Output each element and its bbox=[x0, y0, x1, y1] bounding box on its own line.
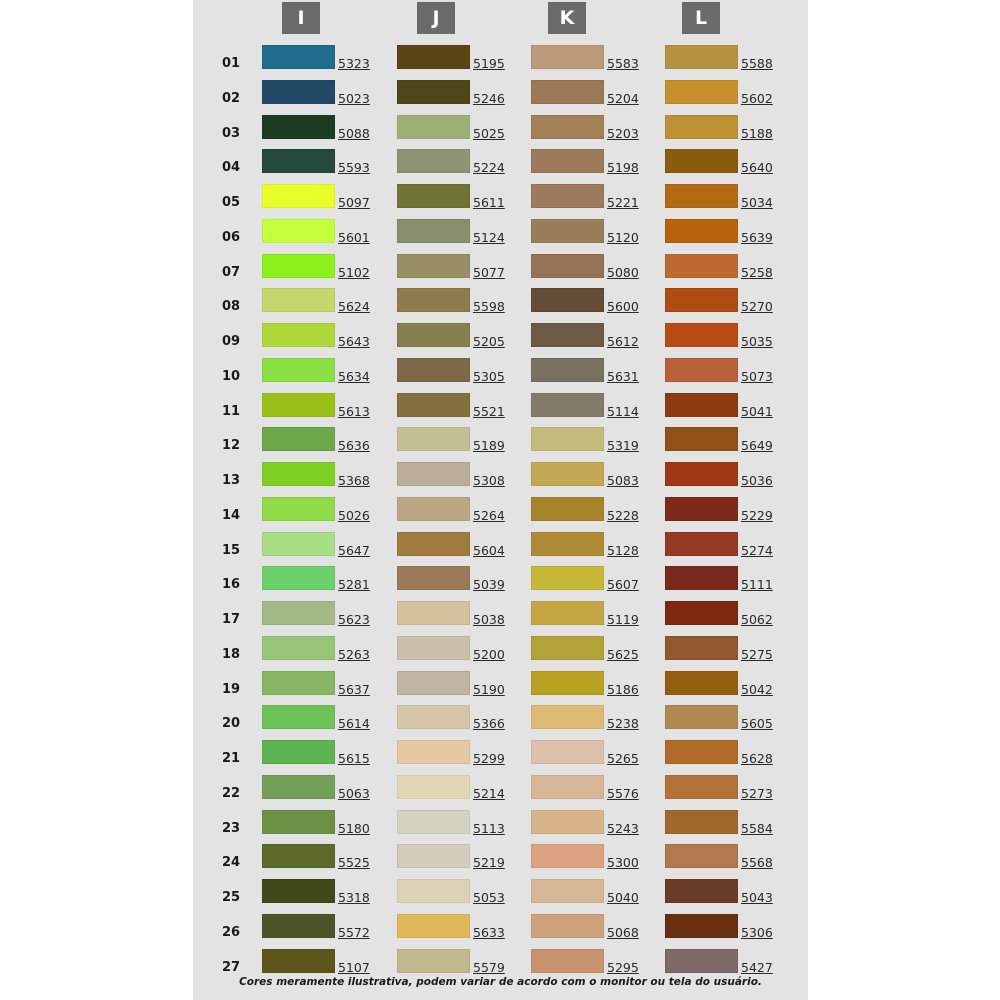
color-swatch[interactable] bbox=[531, 566, 604, 590]
color-code-link[interactable]: 5639 bbox=[741, 229, 773, 245]
color-swatch[interactable] bbox=[262, 393, 335, 417]
color-code-link[interactable]: 5034 bbox=[741, 195, 773, 210]
color-code-link[interactable]: 5636 bbox=[338, 438, 370, 454]
color-code-link[interactable]: 5053 bbox=[473, 890, 505, 905]
color-swatch[interactable] bbox=[262, 879, 335, 903]
color-code-link[interactable]: 5605 bbox=[741, 716, 773, 732]
color-swatch[interactable] bbox=[531, 358, 604, 382]
color-code-link[interactable]: 5200 bbox=[473, 646, 505, 662]
color-swatch[interactable] bbox=[397, 462, 470, 486]
color-code-link[interactable]: 5323 bbox=[338, 56, 370, 71]
color-code-link[interactable]: 5077 bbox=[473, 264, 505, 280]
row-number: 06 bbox=[222, 229, 241, 245]
color-swatch[interactable] bbox=[665, 184, 738, 208]
color-code-link[interactable]: 5319 bbox=[607, 438, 639, 454]
color-swatch[interactable] bbox=[531, 844, 604, 868]
color-swatch[interactable] bbox=[397, 288, 470, 312]
color-swatch[interactable] bbox=[397, 775, 470, 799]
color-swatch[interactable] bbox=[531, 254, 604, 278]
color-code-link[interactable]: 5214 bbox=[473, 785, 505, 801]
color-code-link[interactable]: 5598 bbox=[473, 299, 505, 315]
color-code-link[interactable]: 5224 bbox=[473, 160, 505, 176]
color-swatch[interactable] bbox=[397, 949, 470, 973]
color-swatch[interactable] bbox=[397, 636, 470, 660]
color-swatch[interactable] bbox=[531, 636, 604, 660]
color-code-link[interactable]: 5588 bbox=[741, 56, 773, 71]
color-swatch[interactable] bbox=[262, 45, 335, 69]
color-swatch[interactable] bbox=[531, 288, 604, 312]
color-swatch[interactable] bbox=[665, 45, 738, 69]
color-code-link[interactable]: 5601 bbox=[338, 229, 370, 245]
color-code-link[interactable]: 5228 bbox=[607, 507, 639, 523]
disclaimer-footnote: Cores meramente ilustrativa, podem variar de acordo com o monitor ou tela do usuário. bbox=[239, 976, 762, 988]
color-swatch[interactable] bbox=[262, 219, 335, 243]
color-code-link[interactable]: 5107 bbox=[338, 959, 370, 975]
color-swatch[interactable] bbox=[262, 323, 335, 347]
color-swatch[interactable] bbox=[397, 149, 470, 173]
color-code-link[interactable]: 5625 bbox=[607, 646, 639, 662]
color-swatch[interactable] bbox=[397, 740, 470, 764]
color-code-link[interactable]: 5246 bbox=[473, 90, 505, 106]
color-code-link[interactable]: 5025 bbox=[473, 125, 505, 141]
color-code-link[interactable]: 5640 bbox=[741, 160, 773, 176]
color-code-link[interactable]: 5579 bbox=[473, 959, 505, 975]
color-code-link[interactable]: 5062 bbox=[741, 612, 773, 627]
color-swatch[interactable] bbox=[665, 254, 738, 278]
color-code-link[interactable]: 5128 bbox=[607, 542, 639, 558]
color-code-link[interactable]: 5593 bbox=[338, 160, 370, 176]
color-code-link[interactable]: 5026 bbox=[338, 507, 370, 523]
color-swatch[interactable] bbox=[665, 497, 738, 521]
color-code-link[interactable]: 5584 bbox=[741, 820, 773, 836]
row-number: 12 bbox=[222, 438, 241, 454]
color-code-link[interactable]: 5427 bbox=[741, 959, 773, 975]
color-code-link[interactable]: 5643 bbox=[338, 334, 370, 349]
color-swatch[interactable] bbox=[665, 914, 738, 938]
color-swatch[interactable] bbox=[262, 601, 335, 625]
row-number: 27 bbox=[222, 959, 241, 975]
color-swatch[interactable] bbox=[262, 288, 335, 312]
color-swatch[interactable] bbox=[397, 393, 470, 417]
color-code-link[interactable]: 5628 bbox=[741, 751, 773, 766]
color-swatch[interactable] bbox=[665, 358, 738, 382]
color-swatch[interactable] bbox=[397, 358, 470, 382]
color-code-link[interactable]: 5119 bbox=[607, 612, 639, 627]
row-number: 22 bbox=[222, 785, 241, 801]
color-swatch[interactable] bbox=[531, 393, 604, 417]
color-swatch[interactable] bbox=[665, 219, 738, 243]
color-code-link[interactable]: 5203 bbox=[607, 125, 639, 141]
color-swatch[interactable] bbox=[262, 949, 335, 973]
color-code-link[interactable]: 5264 bbox=[473, 507, 505, 523]
color-swatch[interactable] bbox=[262, 810, 335, 834]
color-swatch[interactable] bbox=[531, 427, 604, 451]
color-code-link[interactable]: 5308 bbox=[473, 473, 505, 488]
color-swatch[interactable] bbox=[397, 566, 470, 590]
color-swatch[interactable] bbox=[531, 810, 604, 834]
color-swatch[interactable] bbox=[262, 254, 335, 278]
row-number: 23 bbox=[222, 820, 241, 836]
color-swatch[interactable] bbox=[665, 879, 738, 903]
color-code-link[interactable]: 5623 bbox=[338, 612, 370, 627]
color-code-link[interactable]: 5083 bbox=[607, 473, 639, 488]
row-number: 14 bbox=[222, 507, 241, 523]
color-code-link[interactable]: 5299 bbox=[473, 751, 505, 766]
row-number: 26 bbox=[222, 924, 241, 940]
color-swatch[interactable] bbox=[531, 879, 604, 903]
color-code-link[interactable]: 5198 bbox=[607, 160, 639, 176]
row-number: 18 bbox=[222, 646, 241, 662]
color-code-link[interactable]: 5043 bbox=[741, 890, 773, 905]
color-swatch[interactable] bbox=[397, 497, 470, 521]
color-swatch[interactable] bbox=[262, 740, 335, 764]
color-swatch[interactable] bbox=[531, 80, 604, 104]
color-swatch[interactable] bbox=[262, 184, 335, 208]
color-swatch[interactable] bbox=[665, 288, 738, 312]
color-code-link[interactable]: 5186 bbox=[607, 681, 639, 697]
color-code-link[interactable]: 5042 bbox=[741, 681, 773, 697]
color-swatch[interactable] bbox=[397, 323, 470, 347]
color-swatch[interactable] bbox=[665, 810, 738, 834]
color-code-link[interactable]: 5036 bbox=[741, 473, 773, 488]
color-swatch[interactable] bbox=[531, 219, 604, 243]
color-swatch[interactable] bbox=[665, 775, 738, 799]
color-swatch[interactable] bbox=[262, 358, 335, 382]
color-swatch[interactable] bbox=[531, 497, 604, 521]
color-swatch[interactable] bbox=[665, 705, 738, 729]
color-swatch[interactable] bbox=[665, 671, 738, 695]
color-swatch[interactable] bbox=[397, 914, 470, 938]
color-swatch[interactable] bbox=[397, 115, 470, 139]
color-code-link[interactable]: 5205 bbox=[473, 334, 505, 349]
color-code-link[interactable]: 5637 bbox=[338, 681, 370, 697]
row-number: 05 bbox=[222, 195, 241, 210]
color-swatch[interactable] bbox=[397, 532, 470, 556]
color-swatch[interactable] bbox=[665, 323, 738, 347]
color-swatch[interactable] bbox=[262, 775, 335, 799]
color-swatch[interactable] bbox=[665, 636, 738, 660]
color-swatch[interactable] bbox=[531, 775, 604, 799]
color-code-link[interactable]: 5273 bbox=[741, 785, 773, 801]
color-code-link[interactable]: 5576 bbox=[607, 785, 639, 801]
color-code-link[interactable]: 5614 bbox=[338, 716, 370, 732]
color-swatch[interactable] bbox=[531, 914, 604, 938]
row-number: 10 bbox=[222, 368, 241, 384]
color-swatch[interactable] bbox=[397, 810, 470, 834]
color-swatch[interactable] bbox=[531, 45, 604, 69]
color-code-link[interactable]: 5219 bbox=[473, 855, 505, 871]
color-code-link[interactable]: 5607 bbox=[607, 577, 639, 593]
row-number: 24 bbox=[222, 855, 241, 871]
column-header-i: I bbox=[282, 2, 320, 34]
color-code-link[interactable]: 5602 bbox=[741, 90, 773, 106]
color-swatch[interactable] bbox=[531, 184, 604, 208]
color-code-link[interactable]: 5615 bbox=[338, 751, 370, 766]
color-swatch[interactable] bbox=[262, 636, 335, 660]
color-code-link[interactable]: 5647 bbox=[338, 542, 370, 558]
color-code-link[interactable]: 5195 bbox=[473, 56, 505, 71]
color-swatch[interactable] bbox=[397, 80, 470, 104]
row-number: 16 bbox=[222, 577, 241, 593]
color-swatch[interactable] bbox=[262, 462, 335, 486]
color-swatch[interactable] bbox=[397, 879, 470, 903]
color-swatch[interactable] bbox=[531, 601, 604, 625]
row-number: 15 bbox=[222, 542, 241, 558]
row-number: 21 bbox=[222, 751, 241, 766]
color-code-link[interactable]: 5600 bbox=[607, 299, 639, 315]
color-code-link[interactable]: 5088 bbox=[338, 125, 370, 141]
color-code-link[interactable]: 5114 bbox=[607, 403, 639, 419]
color-swatch[interactable] bbox=[397, 427, 470, 451]
color-code-link[interactable]: 5613 bbox=[338, 403, 370, 419]
color-code-link[interactable]: 5568 bbox=[741, 855, 773, 871]
row-number: 13 bbox=[222, 473, 241, 488]
row-number: 17 bbox=[222, 612, 241, 627]
color-code-link[interactable]: 5275 bbox=[741, 646, 773, 662]
color-code-link[interactable]: 5263 bbox=[338, 646, 370, 662]
color-swatch[interactable] bbox=[665, 115, 738, 139]
color-code-link[interactable]: 5258 bbox=[741, 264, 773, 280]
color-swatch[interactable] bbox=[531, 323, 604, 347]
color-code-link[interactable]: 5300 bbox=[607, 855, 639, 871]
color-swatch[interactable] bbox=[665, 462, 738, 486]
color-swatch[interactable] bbox=[262, 566, 335, 590]
color-code-link[interactable]: 5281 bbox=[338, 577, 370, 593]
color-swatch[interactable] bbox=[397, 705, 470, 729]
row-number: 07 bbox=[222, 264, 241, 280]
column-header-k: K bbox=[548, 2, 586, 34]
color-code-link[interactable]: 5318 bbox=[338, 890, 370, 905]
color-code-link[interactable]: 5041 bbox=[741, 403, 773, 419]
color-code-link[interactable]: 5068 bbox=[607, 924, 639, 940]
color-swatch[interactable] bbox=[665, 149, 738, 173]
color-code-link[interactable]: 5572 bbox=[338, 924, 370, 940]
color-swatch[interactable] bbox=[262, 532, 335, 556]
color-code-link[interactable]: 5102 bbox=[338, 264, 370, 280]
color-swatch[interactable] bbox=[262, 705, 335, 729]
color-swatch[interactable] bbox=[665, 601, 738, 625]
color-code-link[interactable]: 5035 bbox=[741, 334, 773, 349]
color-swatch[interactable] bbox=[531, 462, 604, 486]
color-swatch[interactable] bbox=[531, 532, 604, 556]
color-swatch[interactable] bbox=[262, 427, 335, 451]
color-code-link[interactable]: 5631 bbox=[607, 368, 639, 384]
color-code-link[interactable]: 5189 bbox=[473, 438, 505, 454]
color-code-link[interactable]: 5634 bbox=[338, 368, 370, 384]
color-swatch[interactable] bbox=[397, 601, 470, 625]
color-code-link[interactable]: 5295 bbox=[607, 959, 639, 975]
color-code-link[interactable]: 5238 bbox=[607, 716, 639, 732]
color-code-link[interactable]: 5188 bbox=[741, 125, 773, 141]
color-swatch[interactable] bbox=[665, 393, 738, 417]
color-code-link[interactable]: 5306 bbox=[741, 924, 773, 940]
column-header-l: L bbox=[682, 2, 720, 34]
color-code-link[interactable]: 5113 bbox=[473, 820, 505, 836]
color-code-link[interactable]: 5270 bbox=[741, 299, 773, 315]
color-swatch[interactable] bbox=[531, 740, 604, 764]
row-number: 19 bbox=[222, 681, 241, 697]
color-swatch[interactable] bbox=[262, 149, 335, 173]
color-code-link[interactable]: 5097 bbox=[338, 195, 370, 210]
color-swatch[interactable] bbox=[397, 254, 470, 278]
color-code-link[interactable]: 5023 bbox=[338, 90, 370, 106]
color-swatch[interactable] bbox=[531, 705, 604, 729]
row-number: 25 bbox=[222, 890, 241, 905]
color-swatch[interactable] bbox=[397, 671, 470, 695]
color-code-link[interactable]: 5274 bbox=[741, 542, 773, 558]
color-swatch[interactable] bbox=[665, 844, 738, 868]
color-swatch[interactable] bbox=[397, 45, 470, 69]
color-code-link[interactable]: 5305 bbox=[473, 368, 505, 384]
color-code-link[interactable]: 5040 bbox=[607, 890, 639, 905]
color-swatch[interactable] bbox=[531, 949, 604, 973]
color-code-link[interactable]: 5038 bbox=[473, 612, 505, 627]
color-code-link[interactable]: 5368 bbox=[338, 473, 370, 488]
color-code-link[interactable]: 5649 bbox=[741, 438, 773, 454]
color-code-link[interactable]: 5624 bbox=[338, 299, 370, 315]
color-code-link[interactable]: 5265 bbox=[607, 751, 639, 766]
row-number: 03 bbox=[222, 125, 241, 141]
color-swatch[interactable] bbox=[397, 184, 470, 208]
color-code-link[interactable]: 5111 bbox=[741, 577, 773, 593]
row-number: 20 bbox=[222, 716, 241, 732]
color-code-link[interactable]: 5611 bbox=[473, 195, 505, 210]
color-swatch[interactable] bbox=[262, 497, 335, 521]
color-swatch[interactable] bbox=[262, 671, 335, 695]
row-number: 09 bbox=[222, 334, 241, 349]
column-header-j: J bbox=[417, 2, 455, 34]
color-code-link[interactable]: 5204 bbox=[607, 90, 639, 106]
color-swatch[interactable] bbox=[262, 80, 335, 104]
color-swatch[interactable] bbox=[262, 844, 335, 868]
color-code-link[interactable]: 5583 bbox=[607, 56, 639, 71]
row-number: 08 bbox=[222, 299, 241, 315]
color-swatch[interactable] bbox=[397, 219, 470, 243]
color-code-link[interactable]: 5063 bbox=[338, 785, 370, 801]
color-swatch[interactable] bbox=[665, 80, 738, 104]
color-code-link[interactable]: 5120 bbox=[607, 229, 639, 245]
color-code-link[interactable]: 5229 bbox=[741, 507, 773, 523]
color-swatch[interactable] bbox=[665, 532, 738, 556]
color-swatch[interactable] bbox=[665, 740, 738, 764]
color-code-link[interactable]: 5073 bbox=[741, 368, 773, 384]
color-swatch[interactable] bbox=[397, 844, 470, 868]
color-code-link[interactable]: 5604 bbox=[473, 542, 505, 558]
color-swatch[interactable] bbox=[262, 914, 335, 938]
color-swatch[interactable] bbox=[665, 427, 738, 451]
color-swatch[interactable] bbox=[665, 566, 738, 590]
color-swatch[interactable] bbox=[531, 671, 604, 695]
color-swatch[interactable] bbox=[531, 115, 604, 139]
color-code-link[interactable]: 5124 bbox=[473, 229, 505, 245]
color-swatch[interactable] bbox=[262, 115, 335, 139]
color-code-link[interactable]: 5633 bbox=[473, 924, 505, 940]
color-code-link[interactable]: 5243 bbox=[607, 820, 639, 836]
row-number: 02 bbox=[222, 90, 241, 106]
row-number: 04 bbox=[222, 160, 241, 176]
color-code-link[interactable]: 5525 bbox=[338, 855, 370, 871]
color-code-link[interactable]: 5366 bbox=[473, 716, 505, 732]
color-code-link[interactable]: 5180 bbox=[338, 820, 370, 836]
row-number: 11 bbox=[222, 403, 241, 419]
row-number: 01 bbox=[222, 56, 241, 71]
color-code-link[interactable]: 5612 bbox=[607, 334, 639, 349]
color-swatch[interactable] bbox=[531, 149, 604, 173]
color-code-link[interactable]: 5221 bbox=[607, 195, 639, 210]
color-code-link[interactable]: 5080 bbox=[607, 264, 639, 280]
color-swatch[interactable] bbox=[665, 949, 738, 973]
color-code-link[interactable]: 5521 bbox=[473, 403, 505, 419]
color-code-link[interactable]: 5039 bbox=[473, 577, 505, 593]
color-code-link[interactable]: 5190 bbox=[473, 681, 505, 697]
